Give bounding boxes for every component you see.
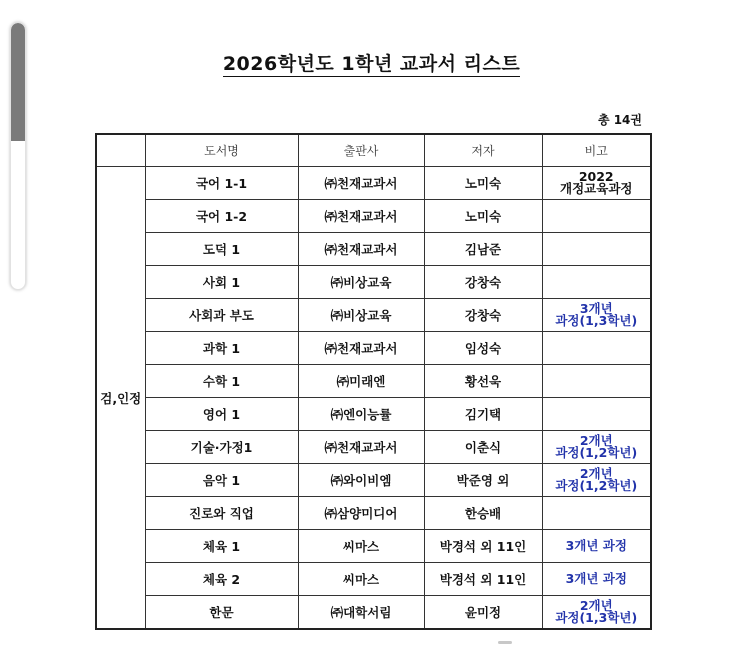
publisher-cell: ㈜천재교과서 (298, 200, 424, 233)
header-author: 저자 (424, 134, 542, 167)
note-cell (542, 200, 651, 233)
book-title-cell: 과학 1 (145, 332, 298, 365)
page-title-text: 2026학년도 1학년 교과서 리스트 (222, 53, 521, 75)
table-row (96, 299, 651, 332)
table-row (96, 563, 651, 596)
table-row (96, 233, 651, 266)
note-cell (542, 398, 651, 431)
publisher-cell: ㈜비상교육 (298, 266, 424, 299)
scroll-indicator (498, 641, 512, 644)
table-row (96, 464, 651, 497)
table-row (96, 266, 651, 299)
book-title-cell: 기술·가정1 (145, 431, 298, 464)
header-category (96, 134, 145, 167)
author-cell: 황선욱 (424, 365, 542, 398)
note-cell (542, 233, 651, 266)
table-row (96, 167, 651, 200)
book-title-cell: 수학 1 (145, 365, 298, 398)
note-cell: 2개년 과정(1,2학년) (542, 431, 651, 464)
note-cell: 2022 개정교육과정 (542, 167, 651, 200)
note-cell: 3개년 과정 (542, 563, 651, 596)
publisher-cell: 씨마스 (298, 530, 424, 563)
author-cell: 박준영 외 (424, 464, 542, 497)
book-title-cell: 체육 1 (145, 530, 298, 563)
note-cell: 2개년 과정(1,2학년) (542, 464, 651, 497)
table-row (96, 365, 651, 398)
author-cell: 김남준 (424, 233, 542, 266)
publisher-cell: ㈜와이비엠 (298, 464, 424, 497)
note-cell (542, 497, 651, 530)
author-cell: 이춘식 (424, 431, 542, 464)
note-cell: 3개년 과정 (542, 530, 651, 563)
publisher-cell: ㈜미래엔 (298, 365, 424, 398)
note-cell: 3개년 과정(1,3학년) (542, 299, 651, 332)
category-cell: 검,인정 (96, 167, 145, 630)
author-cell: 박경석 외 11인 (424, 530, 542, 563)
author-cell: 노미숙 (424, 167, 542, 200)
publisher-cell: ㈜삼양미디어 (298, 497, 424, 530)
table-row (96, 530, 651, 563)
author-cell: 윤미정 (424, 596, 542, 630)
book-title-cell: 체육 2 (145, 563, 298, 596)
table-row (96, 596, 651, 630)
table-row (96, 431, 651, 464)
book-title-cell: 도덕 1 (145, 233, 298, 266)
author-cell: 박경석 외 11인 (424, 563, 542, 596)
book-title-cell: 한문 (145, 596, 298, 630)
publisher-cell: ㈜천재교과서 (298, 167, 424, 200)
book-title-cell: 영어 1 (145, 398, 298, 431)
total-count: 총 14권 (597, 113, 642, 127)
author-cell: 강창숙 (424, 299, 542, 332)
table-row (96, 398, 651, 431)
author-cell: 한승배 (424, 497, 542, 530)
note-cell (542, 266, 651, 299)
author-cell: 김기택 (424, 398, 542, 431)
textbook-table (95, 133, 652, 630)
header-title: 도서명 (145, 134, 298, 167)
table-row (96, 497, 651, 530)
table-row (96, 332, 651, 365)
author-cell: 강창숙 (424, 266, 542, 299)
table-row (96, 200, 651, 233)
book-title-cell: 음악 1 (145, 464, 298, 497)
book-title-cell: 국어 1-1 (145, 167, 298, 200)
table-header-row (96, 134, 651, 167)
author-cell: 노미숙 (424, 200, 542, 233)
publisher-cell: ㈜천재교과서 (298, 332, 424, 365)
book-title-cell: 사회과 부도 (145, 299, 298, 332)
publisher-cell: ㈜천재교과서 (298, 233, 424, 266)
book-title-cell: 국어 1-2 (145, 200, 298, 233)
publisher-cell: ㈜천재교과서 (298, 431, 424, 464)
table-body (96, 167, 651, 630)
page-title (0, 49, 743, 76)
note-cell (542, 365, 651, 398)
publisher-cell: 씨마스 (298, 563, 424, 596)
publisher-cell: ㈜엔이능률 (298, 398, 424, 431)
scrollbar-thumb[interactable] (11, 23, 25, 141)
author-cell: 임성숙 (424, 332, 542, 365)
note-cell (542, 332, 651, 365)
header-publisher: 출판사 (298, 134, 424, 167)
book-title-cell: 진로와 직업 (145, 497, 298, 530)
publisher-cell: ㈜대학서림 (298, 596, 424, 630)
header-note: 비고 (542, 134, 651, 167)
publisher-cell: ㈜비상교육 (298, 299, 424, 332)
note-cell: 2개년 과정(1,3학년) (542, 596, 651, 630)
book-title-cell: 사회 1 (145, 266, 298, 299)
